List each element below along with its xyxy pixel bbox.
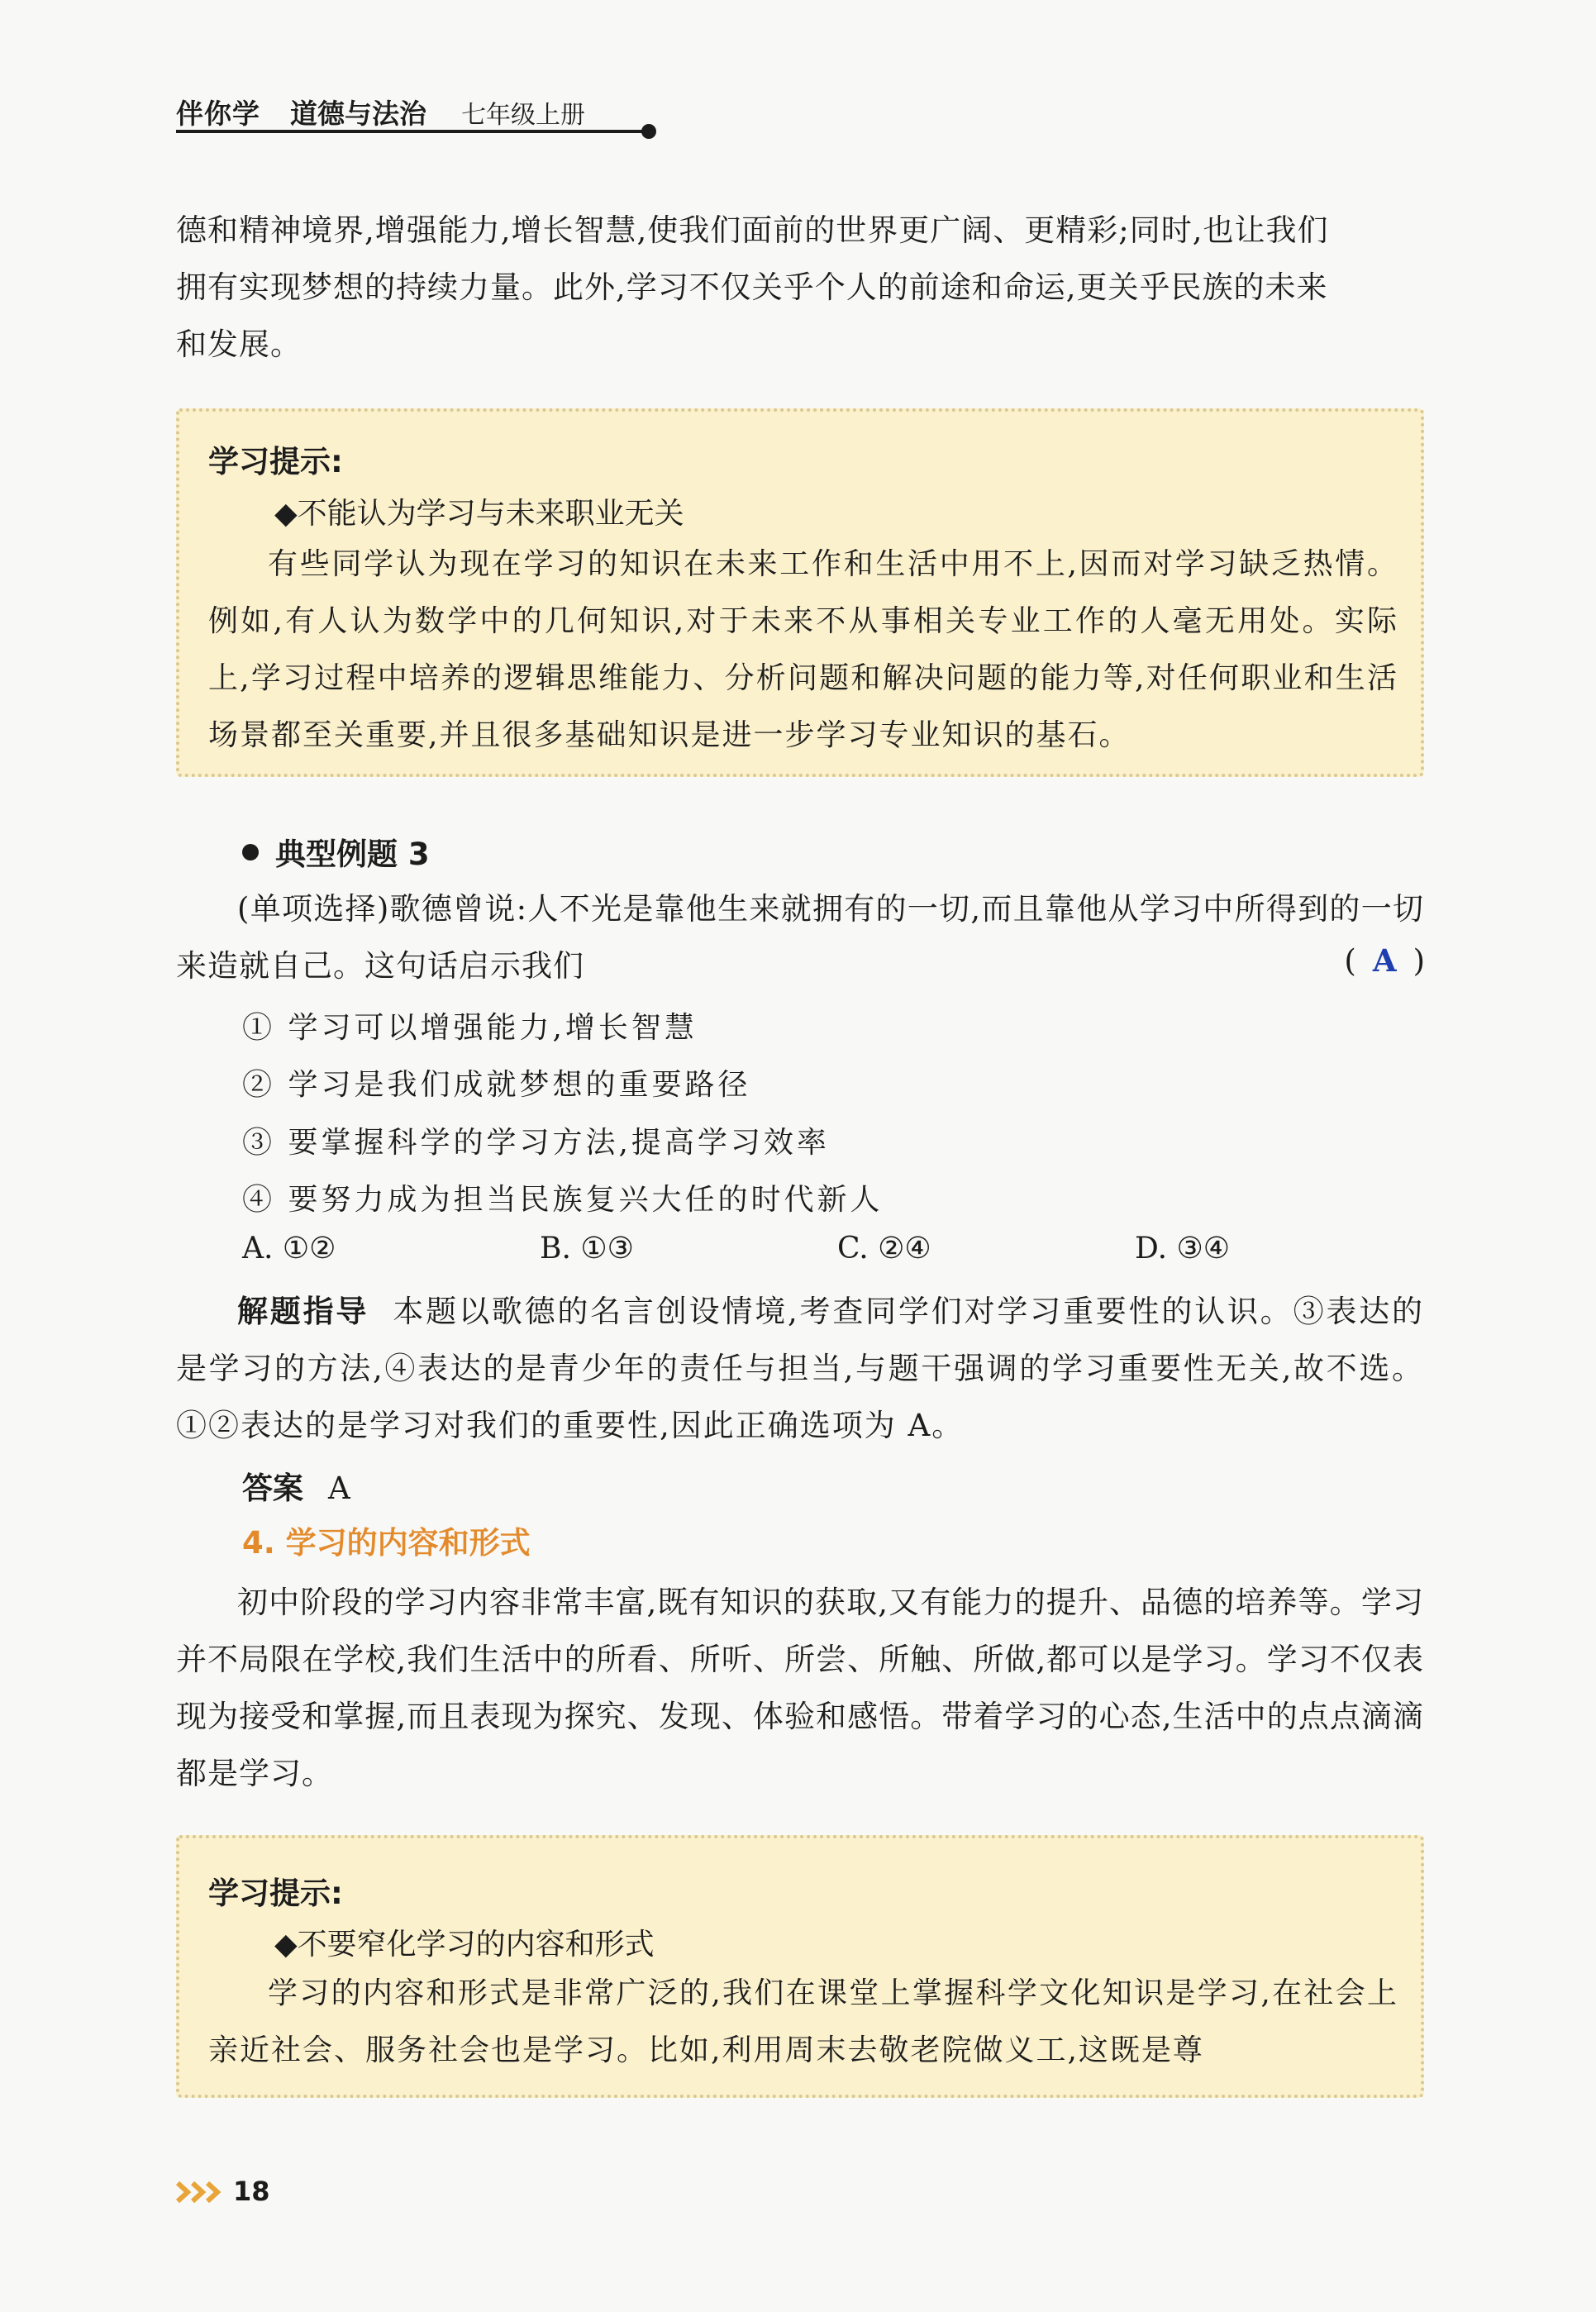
study-tip-box-1	[176, 408, 1424, 777]
subject-title: 道德与法治	[290, 98, 426, 130]
paren-close: )	[1413, 943, 1427, 979]
example-heading: 典型例题 3	[275, 837, 430, 872]
option-1: ① 学习可以增强能力,增长智慧	[242, 1011, 698, 1045]
tip-text: 有些同学认为现在学习的知识在未来工作和生活中用不上,因而对学习缺乏热情。例如,有人认为数学中的几何知识,对于未来不从事相关专业工作的人毫无用处。实际上,学习过程中培养的逻辑思维能力、分析问题和解决问题的能力等,对任何职业和生活场景都至关重要,并且很多基础知识是进一步学习专业知识的基石。	[208, 547, 1398, 752]
study-tip-box-2	[176, 1835, 1424, 2098]
tip-text: 学习的内容和形式是非常广泛的,我们在课堂上掌握科学文化知识是学习,在社会上亲近社会、服务社会也是学习。比如,利用周末去敬老院做义工,这既是尊	[208, 1976, 1398, 2067]
option-3: ③ 要掌握科学的学习方法,提高学习效率	[242, 1126, 830, 1160]
answer-value: A	[328, 1471, 350, 1506]
answer-line	[242, 1463, 350, 1508]
tip-title: 学习提示:	[208, 1876, 343, 1911]
solution-guide	[176, 1283, 1424, 1454]
option-4: ④ 要努力成为担当民族复兴大任的时代新人	[242, 1183, 884, 1217]
choice-a: A. ①②	[242, 1232, 336, 1266]
grade-label: 七年级上册	[461, 101, 585, 130]
option-2: ② 学习是我们成就梦想的重要路径	[242, 1068, 751, 1102]
choice-c: C. ②④	[837, 1232, 931, 1266]
header-dot-icon	[641, 124, 656, 139]
chevrons-icon	[176, 2180, 226, 2205]
tip-title: 学习提示:	[208, 444, 343, 479]
paren-open: (	[1344, 943, 1358, 979]
example-stem-text: (单项选择)歌德曾说:人不光是靠他生来就拥有的一切,而且靠他从学习中所得到的一切来造就自己。这句话启示我们	[176, 891, 1424, 984]
guide-text: 本题以歌德的名言创设情境,考查同学们对学习重要性的认识。③表达的是学习的方法,④表达的是青少年的责任与担当,与题干强调的学习重要性无关,故不选。①②表达的是学习对我们的重要性,因此正确选项为 A。	[176, 1294, 1425, 1443]
example-stem	[176, 880, 1424, 994]
intro-line-2: 拥有实现梦想的持续力量。此外,学习不仅关乎个人的前途和命运,更关乎民族的未来	[176, 269, 1328, 305]
answer-label: 答案	[242, 1471, 303, 1506]
section-paragraph: 初中阶段的学习内容非常丰富,既有知识的获取,又有能力的提升、品德的培养等。学习并不局限在学校,我们生活中的所看、所听、所尝、所触、所做,都可以是学习。学习不仅表现为接受和掌握,而且表现为探究、发现、体验和感悟。带着学习的心态,生活中的点点滴滴都是学习。	[176, 1585, 1424, 1791]
series-title: 伴你学	[176, 98, 260, 130]
page-number: 18	[233, 2176, 270, 2207]
intro-line-3: 和发展。	[176, 327, 302, 362]
header-rule	[176, 130, 649, 133]
bullet-dot-icon	[242, 844, 259, 860]
tip-subtitle: ◆不要窄化学习的内容和形式	[274, 1928, 655, 1962]
intro-line-1: 德和精神境界,增强能力,增长智慧,使我们面前的世界更广阔、更精彩;同时,也让我们	[176, 212, 1329, 248]
guide-label: 解题指导	[237, 1294, 369, 1329]
answer-mark: A	[1372, 942, 1398, 979]
choice-b: B. ①③	[540, 1232, 634, 1266]
intro-paragraph	[176, 202, 1424, 373]
tip-subtitle: ◆不能认为学习与未来职业无关	[274, 497, 684, 531]
section-title: 4. 学习的内容和形式	[242, 1525, 531, 1561]
answer-bracket	[1344, 942, 1427, 979]
choice-d: D. ③④	[1135, 1232, 1231, 1266]
